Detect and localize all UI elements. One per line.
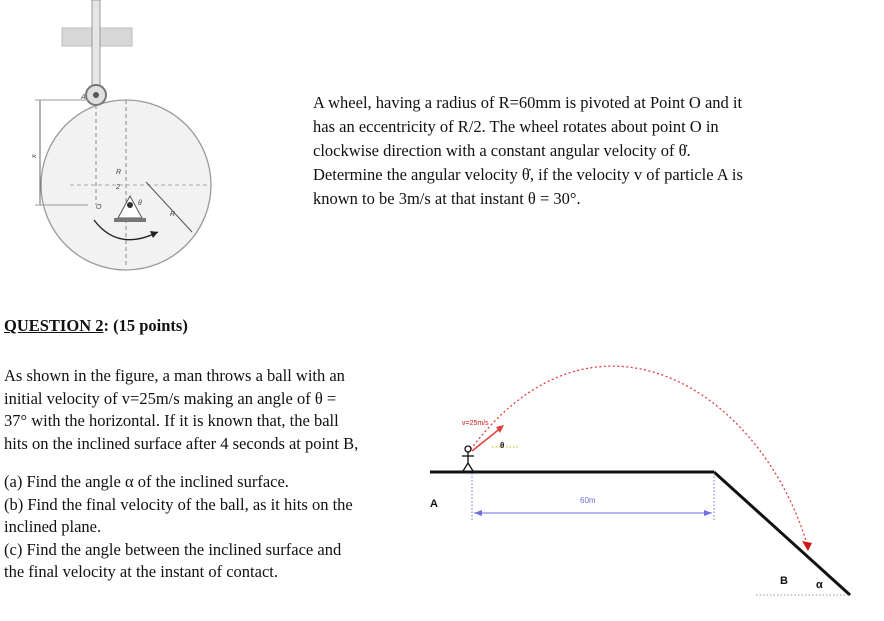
label-R-frac-top: R [116,169,122,176]
label-A-projectile: A [430,498,438,510]
q1-line-2: has an eccentricity of R/2. The wheel rotates about point O in [313,117,719,136]
push-rod [92,0,100,90]
velocity-arrow [472,427,505,451]
q1-line-5: known to be 3m/s at that instant θ = 30°. [313,189,581,208]
distance-label: 60m [580,496,596,505]
question2-heading-main: QUESTION 2 [4,316,104,335]
q2-line-1: As shown in the figure, a man throws a ball with an [4,366,345,385]
follower-pin [93,92,99,98]
velocity-label: v=25m/s [462,420,489,427]
q1-line-4: Determine the angular velocity θ̇, if the velocity v of particle A is [313,165,743,184]
q2-line-3: 37° with the horizontal. If it is known that, the ball [4,411,339,430]
pivot-point [127,202,133,208]
q2-line-4: hits on the inclined surface after 4 seconds at point B, [4,433,359,453]
q2-part-a: (a) Find the angle α of the inclined surface. [4,472,289,491]
label-R-wheel: R [170,211,176,218]
distance-arrow-left [474,510,482,516]
question2-heading [4,316,188,336]
trajectory-arrow-head [802,541,812,551]
q2-line-2: initial velocity of v=25m/s making an angle of θ = [4,388,337,408]
distance-arrow-right [704,510,712,516]
trajectory-path [468,366,808,547]
question2-body [4,365,398,455]
q1-line-1: A wheel, having a radius of R=60mm is pivoted at Point O and it [313,93,743,112]
label-A-wheel: A [81,94,86,101]
q2-part-c-1: (c) Find the angle between the inclined surface and [4,539,342,559]
alpha-label: α [816,579,823,591]
q1-line-3: clockwise direction with a constant angular velocity of θ̇. [313,141,691,160]
label-x: x [31,154,38,158]
wheel-figure [30,0,240,275]
label-O: O [96,204,102,211]
pivot-ground [114,218,146,222]
question2-parts [4,471,398,584]
man-figure [462,446,474,471]
question2-heading-points: : (15 points) [103,316,188,335]
q2-part-b-2: inclined plane. [4,517,102,536]
q2-part-c-2: the final velocity at the instant of contact. [4,562,278,581]
label-B: B [780,575,788,587]
q2-part-b-1: (b) Find the final velocity of the ball, as it hits on the [4,494,353,514]
label-R-frac-bottom: 2 [116,184,120,191]
label-theta-wheel: θ [138,200,142,207]
theta-label: θ [500,441,505,450]
projectile-figure [420,355,870,605]
question1-text [313,91,797,211]
